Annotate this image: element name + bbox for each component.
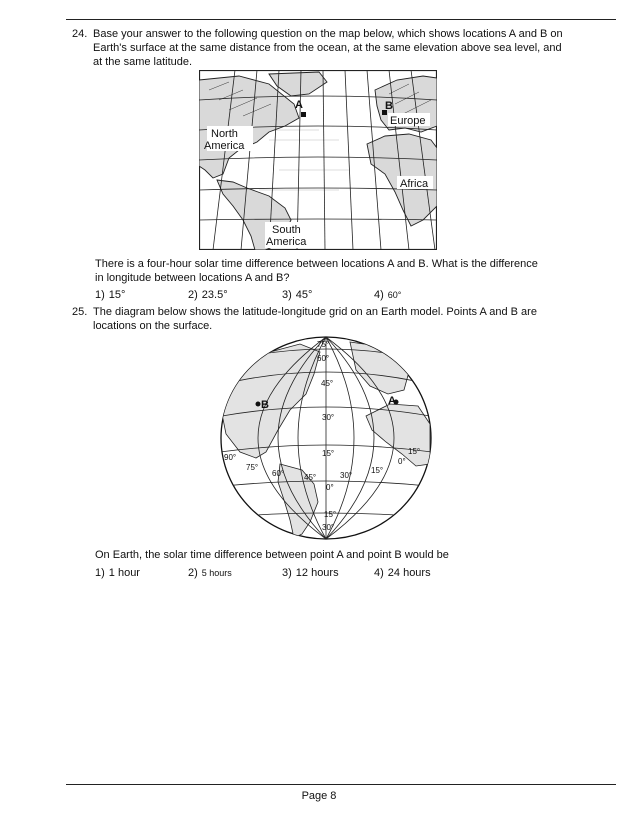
option-text: 60° — [387, 290, 402, 300]
option-number: 1) — [95, 567, 105, 579]
answer-option-2[interactable] — [188, 288, 228, 302]
answer-option-2[interactable] — [188, 566, 232, 580]
lat-label-15: 15° — [322, 449, 335, 458]
lat-label-30s: 30° — [322, 523, 335, 532]
lat-label-45: 45° — [321, 379, 334, 388]
option-number: 3) — [282, 567, 292, 579]
question-prompt: On Earth, the solar time difference between point A and point B would be — [95, 549, 449, 561]
lon-label-15e: 15° — [408, 447, 421, 456]
option-number: 2) — [188, 289, 198, 301]
answer-option-3[interactable] — [282, 288, 312, 302]
answer-option-4[interactable] — [374, 566, 431, 580]
map-label-africa: Africa — [400, 178, 429, 190]
option-text: 1 hour — [108, 567, 140, 579]
point-a-marker — [301, 112, 306, 117]
lon-label-45: 45° — [304, 473, 317, 482]
lat-label-0: 0° — [326, 483, 334, 492]
question-number: 24. — [72, 28, 88, 40]
answer-option-3[interactable] — [282, 566, 339, 580]
option-text: 5 hours — [201, 568, 232, 578]
option-number: 3) — [282, 289, 292, 301]
lon-label-0: 0° — [398, 457, 406, 466]
option-text: 24 hours — [387, 567, 431, 579]
globe-label-b: B — [261, 399, 269, 411]
question-number: 25. — [72, 306, 88, 318]
answer-option-4[interactable] — [374, 288, 401, 302]
question-stem: Base your answer to the following question on the map below, which shows locations A and B on Earth's surface at the same distance from the ocean, at the same elevation above sea level, and at the same latitude. — [93, 28, 563, 68]
lon-label-60: 60° — [272, 469, 285, 478]
page-number: Page 8 — [301, 790, 337, 802]
lat-label-60: 60° — [317, 354, 330, 363]
option-text: 15° — [108, 289, 126, 301]
map-label-north-america-2: America — [204, 140, 245, 152]
map-label-south-america-1: South — [272, 224, 301, 236]
lon-label-75: 75° — [246, 463, 259, 472]
map-label-north-america-1: North — [211, 128, 238, 140]
option-number: 2) — [188, 567, 198, 579]
bottom-rule — [66, 784, 616, 785]
option-number: 1) — [95, 289, 105, 301]
lat-label-15s: 15° — [324, 510, 337, 519]
globe-figure — [210, 334, 436, 544]
option-text: 12 hours — [295, 567, 339, 579]
answer-option-1[interactable] — [95, 288, 125, 302]
map-label-b: B — [385, 100, 393, 112]
lon-label-15: 15° — [371, 466, 384, 475]
answer-option-1[interactable] — [95, 566, 140, 580]
option-text: 23.5° — [201, 289, 228, 301]
earth-model-globe — [210, 334, 436, 544]
option-number: 4) — [374, 567, 384, 579]
point-b-dot — [256, 402, 261, 407]
lon-label-90: 90° — [224, 453, 237, 462]
option-text: 45° — [295, 289, 313, 301]
map-figure — [199, 70, 437, 250]
map-label-south-america-2: America — [266, 236, 307, 248]
lon-label-30: 30° — [340, 471, 353, 480]
top-rule — [66, 19, 616, 20]
lat-label-30: 30° — [322, 413, 335, 422]
option-number: 4) — [374, 289, 384, 301]
map-label-a: A — [295, 99, 303, 111]
map-label-europe: Europe — [390, 115, 426, 127]
globe-label-a: A — [388, 395, 396, 407]
atlantic-map — [199, 70, 437, 250]
question-prompt: There is a four-hour solar time difference between locations A and B. What is the difference in longitude between locations A and B? — [95, 258, 538, 284]
lat-label-75: 75° — [317, 340, 330, 349]
question-stem: The diagram below shows the latitude-longitude grid on an Earth model. Points A and B are locations on the surface. — [93, 306, 537, 332]
